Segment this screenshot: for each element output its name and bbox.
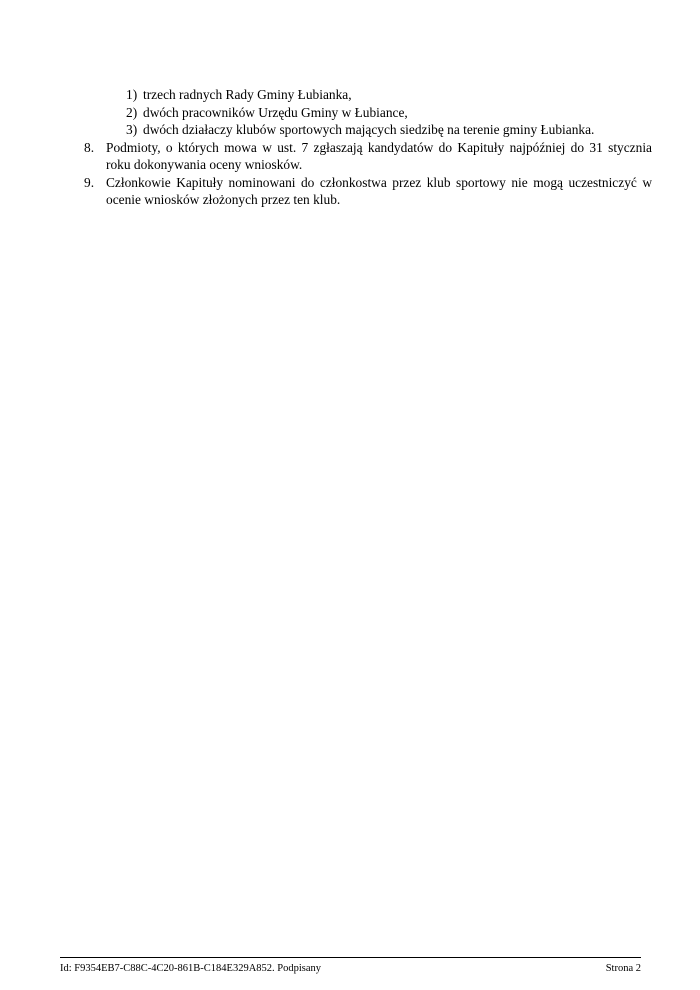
- subitem-number: 1): [126, 87, 138, 102]
- list-subitem-1: [84, 86, 652, 104]
- list-subitem-2: [84, 104, 652, 122]
- item-number: 9.: [84, 174, 95, 190]
- item-number: 8.: [84, 139, 95, 155]
- list-item-9: [84, 174, 652, 209]
- subitem-text: dwóch pracowników Urzędu Gminy w Łubiance,: [143, 104, 408, 120]
- list-item-8: [84, 139, 652, 174]
- document-id: Id: F9354EB7-C88C-4C20-861B-C184E329A852. Podpisany: [60, 963, 322, 974]
- item-text: Podmioty, o których mowa w ust. 7 zgłaszają kandydatów do Kapituły najpóźniej do 31 stycznia roku dokonywania oceny wniosków.: [106, 139, 652, 172]
- subitem-text: trzech radnych Rady Gminy Łubianka,: [143, 87, 352, 102]
- subitem-number: 2): [126, 104, 138, 120]
- item-text: Członkowie Kapituły nominowani do członkostwa przez klub sportowy nie mogą uczestniczyć w ocenie wniosków złożonych przez ten klub.: [106, 174, 652, 207]
- page-number: Strona 2: [605, 963, 641, 974]
- document-body: [84, 86, 652, 209]
- subitem-number: 3): [126, 122, 138, 137]
- footer-divider: [60, 957, 641, 958]
- list-subitem-3: [84, 121, 652, 139]
- subitem-text: dwóch działaczy klubów sportowych mających siedzibę na terenie gminy Łubianka.: [143, 122, 595, 137]
- page-footer: [60, 962, 641, 975]
